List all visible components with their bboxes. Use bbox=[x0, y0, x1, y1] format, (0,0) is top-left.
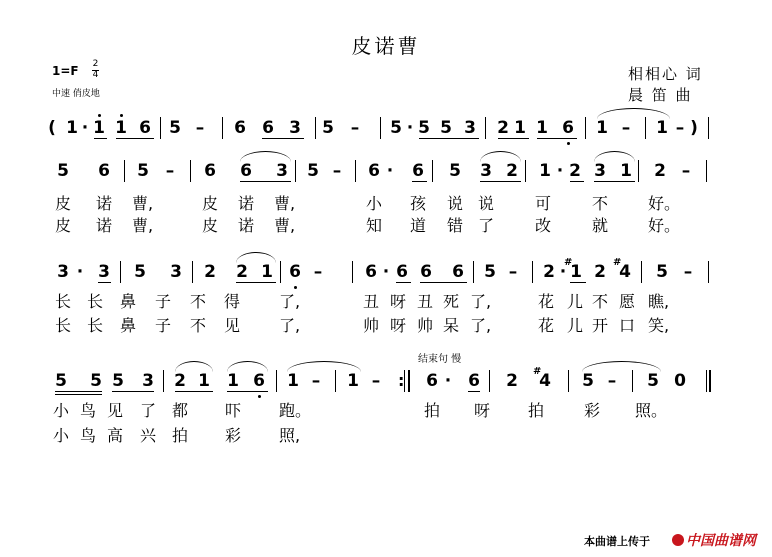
lyric-char: 皮 bbox=[55, 194, 72, 213]
note: 3 bbox=[594, 161, 606, 181]
lyric-char: 小 bbox=[53, 401, 70, 420]
note: 1 bbox=[596, 118, 608, 138]
note: 1 bbox=[347, 371, 359, 391]
beam-line bbox=[236, 282, 276, 283]
note: 6 bbox=[468, 371, 480, 391]
bar-line bbox=[473, 261, 474, 283]
note: – bbox=[165, 161, 175, 181]
lyric-char: 兴 bbox=[140, 426, 157, 445]
beam-line bbox=[468, 391, 480, 392]
slur bbox=[175, 361, 213, 372]
lyric-char: 呀 bbox=[390, 316, 407, 335]
note: 1 bbox=[514, 118, 526, 138]
note: 2 bbox=[204, 262, 216, 282]
note: 2 bbox=[594, 262, 606, 282]
bar-line bbox=[485, 117, 486, 139]
bar-line bbox=[190, 160, 191, 182]
note: 6 bbox=[204, 161, 216, 181]
note: – bbox=[350, 118, 360, 138]
note: 2 bbox=[654, 161, 666, 181]
note: 6 bbox=[139, 118, 151, 138]
note: 4 bbox=[619, 262, 631, 282]
note: 6 bbox=[368, 161, 380, 181]
lyric-char: 丑 bbox=[417, 292, 434, 311]
lyric-char: 鸟 bbox=[80, 426, 97, 445]
logo-text: 中国曲谱网 bbox=[686, 533, 756, 549]
note: 1 bbox=[115, 118, 127, 138]
note: 2 bbox=[543, 262, 555, 282]
bar-line bbox=[295, 160, 296, 182]
lyric-char: 诺 bbox=[96, 194, 113, 213]
beam-line bbox=[262, 138, 304, 139]
note: 6 bbox=[562, 118, 574, 138]
note: 5 bbox=[134, 262, 146, 282]
song-title: 皮诺曹 bbox=[351, 34, 421, 58]
note: – bbox=[607, 371, 617, 391]
bar-line bbox=[120, 261, 121, 283]
lyric-char: 彩 bbox=[584, 401, 601, 420]
lyric-char: 曹, bbox=[274, 194, 296, 213]
slur bbox=[236, 252, 276, 263]
note: 5 bbox=[390, 118, 402, 138]
lyric-char: 曹, bbox=[132, 216, 154, 235]
bar-line bbox=[432, 160, 433, 182]
bar-line bbox=[638, 160, 639, 182]
lyric-char: 长 bbox=[87, 292, 104, 311]
note: – bbox=[675, 118, 685, 138]
beam-line bbox=[112, 391, 154, 392]
lyric-char: 好。 bbox=[648, 216, 681, 235]
lyric-char: 不 bbox=[190, 316, 207, 335]
note: ) bbox=[690, 118, 698, 138]
lyric-char: 了, bbox=[279, 292, 301, 311]
beam-line bbox=[240, 181, 291, 182]
note: – bbox=[311, 371, 321, 391]
note: 2 bbox=[174, 371, 186, 391]
footer-text: 本曲谱上传于 bbox=[584, 535, 650, 548]
lyric-char: 知 bbox=[366, 216, 383, 235]
note: – bbox=[313, 262, 323, 282]
beam-line-double bbox=[55, 394, 102, 395]
sharp-sign: # bbox=[613, 257, 622, 268]
lyric-char: 了, bbox=[470, 292, 492, 311]
lyric-char: 见 bbox=[224, 316, 241, 335]
note: 6 bbox=[452, 262, 464, 282]
lyric-char: 曹, bbox=[274, 216, 296, 235]
note: 5 bbox=[57, 161, 69, 181]
beam-line bbox=[498, 138, 529, 139]
bar-line bbox=[489, 370, 490, 392]
note: 1 bbox=[93, 118, 105, 138]
note: 1 bbox=[539, 161, 551, 181]
bar-line bbox=[355, 160, 356, 182]
note: 6 bbox=[98, 161, 110, 181]
lyric-char: 孩 bbox=[410, 194, 427, 213]
beam-line bbox=[412, 181, 427, 182]
lyric-char: 照, bbox=[279, 426, 301, 445]
note: – bbox=[681, 161, 691, 181]
lyric-char: 高 bbox=[107, 426, 124, 445]
bar-line bbox=[708, 261, 709, 283]
slur bbox=[594, 151, 635, 162]
octave-dot-down bbox=[294, 286, 297, 289]
sharp-sign: # bbox=[564, 257, 573, 268]
lyric-char: 儿 bbox=[567, 292, 584, 311]
octave-dot-up bbox=[98, 114, 101, 117]
tempo-marking: 中速 俏皮地 bbox=[52, 89, 100, 99]
lyric-char: 长 bbox=[87, 316, 104, 335]
lyric-char: 好。 bbox=[648, 194, 681, 213]
note: · bbox=[76, 262, 84, 282]
lyric-char: 呀 bbox=[474, 401, 491, 420]
lyric-char: 小 bbox=[53, 426, 70, 445]
lyric-char: 道 bbox=[410, 216, 427, 235]
note: 6 bbox=[289, 262, 301, 282]
note: 1 bbox=[570, 262, 582, 282]
note: 1 bbox=[198, 371, 210, 391]
note: · bbox=[559, 262, 567, 282]
lyric-char: 了, bbox=[470, 316, 492, 335]
bar-line bbox=[276, 370, 277, 392]
lyric-char: 花 bbox=[538, 316, 555, 335]
lyricist-credit: 相相心 词 bbox=[628, 65, 703, 83]
lyric-char: 都 bbox=[172, 401, 189, 420]
note: 1 bbox=[227, 371, 239, 391]
lyric-char: 笑, bbox=[648, 316, 670, 335]
beam-line bbox=[537, 138, 577, 139]
note: 6 bbox=[396, 262, 408, 282]
note: 6 bbox=[420, 262, 432, 282]
note: 3 bbox=[276, 161, 288, 181]
note: 1 bbox=[261, 262, 273, 282]
note: 1 bbox=[66, 118, 78, 138]
lyric-char: 鼻 bbox=[120, 292, 137, 311]
note: 0 bbox=[674, 371, 686, 391]
composer-credit: 晨 笛 曲 bbox=[628, 86, 693, 104]
lyric-char: 皮 bbox=[55, 216, 72, 235]
lyric-char: 长 bbox=[55, 316, 72, 335]
lyric-char: 彩 bbox=[225, 426, 242, 445]
slur bbox=[240, 151, 291, 162]
lyric-char: 帅 bbox=[363, 316, 380, 335]
lyric-char: 得 bbox=[224, 292, 241, 311]
repeat-barline bbox=[404, 370, 410, 392]
note: 3 bbox=[98, 262, 110, 282]
lyric-char: 拍 bbox=[172, 426, 189, 445]
note: 5 bbox=[169, 118, 181, 138]
lyric-char: 小 bbox=[366, 194, 383, 213]
bar-line bbox=[532, 261, 533, 283]
lyric-char: 拍 bbox=[424, 401, 441, 420]
key-signature: 1=F bbox=[52, 64, 79, 78]
lyric-char: 曹, bbox=[132, 194, 154, 213]
lyric-char: 口 bbox=[619, 316, 636, 335]
beam-line bbox=[94, 138, 107, 139]
bar-line bbox=[222, 117, 223, 139]
octave-dot-up bbox=[120, 114, 123, 117]
note: 6 bbox=[234, 118, 246, 138]
bar-line bbox=[641, 261, 642, 283]
note: 5 bbox=[484, 262, 496, 282]
bar-line bbox=[380, 117, 381, 139]
beam-line bbox=[419, 138, 479, 139]
note: · bbox=[406, 118, 414, 138]
beam-line bbox=[420, 282, 467, 283]
note: 5 bbox=[137, 161, 149, 181]
bar-line bbox=[335, 370, 336, 392]
lyric-char: 说 bbox=[478, 194, 495, 213]
beam-line bbox=[175, 391, 213, 392]
note: ( bbox=[48, 118, 56, 138]
note: 5 bbox=[112, 371, 124, 391]
lyric-char: 可 bbox=[535, 194, 552, 213]
lyric-char: 鼻 bbox=[120, 316, 137, 335]
beam-line bbox=[570, 282, 586, 283]
lyric-char: 瞧, bbox=[648, 292, 670, 311]
bar-line bbox=[525, 160, 526, 182]
lyric-char: 死 bbox=[443, 292, 460, 311]
note: 6 bbox=[426, 371, 438, 391]
note: 2 bbox=[506, 161, 518, 181]
beam-line bbox=[98, 282, 111, 283]
lyric-char: 呆 bbox=[443, 316, 460, 335]
note: 1 bbox=[536, 118, 548, 138]
note: 5 bbox=[656, 262, 668, 282]
note: 5 bbox=[90, 371, 102, 391]
lyric-char: 错 bbox=[447, 216, 464, 235]
note: 2 bbox=[506, 371, 518, 391]
note: 1 bbox=[620, 161, 632, 181]
bar-line bbox=[568, 370, 569, 392]
final-barline bbox=[706, 370, 711, 392]
lyric-char: 了 bbox=[478, 216, 495, 235]
lyric-char: 说 bbox=[447, 194, 464, 213]
lyric-char: 诺 bbox=[96, 216, 113, 235]
lyric-char: 帅 bbox=[417, 316, 434, 335]
bar-line bbox=[315, 117, 316, 139]
lyric-char: 丑 bbox=[363, 292, 380, 311]
note: 5 bbox=[307, 161, 319, 181]
time-signature-top: 2 bbox=[92, 59, 99, 69]
lyric-char: 皮 bbox=[202, 216, 219, 235]
note: 5 bbox=[440, 118, 452, 138]
lyric-char: 呀 bbox=[390, 292, 407, 311]
note: 6 bbox=[365, 262, 377, 282]
logo-icon bbox=[672, 534, 684, 546]
octave-dot-down bbox=[258, 395, 261, 398]
note: 3 bbox=[142, 371, 154, 391]
slur bbox=[597, 108, 670, 119]
lyric-char: 不 bbox=[190, 292, 207, 311]
note: 6 bbox=[253, 371, 265, 391]
lyric-char: 子 bbox=[155, 316, 172, 335]
note: 3 bbox=[464, 118, 476, 138]
bar-line bbox=[645, 117, 646, 139]
time-signature-bottom: 4 bbox=[92, 70, 99, 80]
slur bbox=[582, 361, 661, 372]
lyric-char: 皮 bbox=[202, 194, 219, 213]
bar-line bbox=[585, 117, 586, 139]
lyric-char: 诺 bbox=[238, 216, 255, 235]
note: – bbox=[195, 118, 205, 138]
note: · bbox=[556, 161, 564, 181]
beam-line bbox=[594, 181, 635, 182]
site-logo bbox=[672, 530, 756, 550]
note: · bbox=[444, 371, 452, 391]
lyric-char: 儿 bbox=[567, 316, 584, 335]
bar-line bbox=[163, 370, 164, 392]
note: 1 bbox=[656, 118, 668, 138]
note: 6 bbox=[412, 161, 424, 181]
lyric-char: 改 bbox=[535, 216, 552, 235]
bar-line bbox=[280, 261, 281, 283]
lyric-char: 吓 bbox=[225, 401, 242, 420]
lyric-char: 诺 bbox=[238, 194, 255, 213]
note: 3 bbox=[170, 262, 182, 282]
note: · bbox=[382, 262, 390, 282]
note: 5 bbox=[55, 371, 67, 391]
slur bbox=[287, 361, 361, 372]
lyric-char: 了, bbox=[279, 316, 301, 335]
note: 5 bbox=[582, 371, 594, 391]
note: 5 bbox=[647, 371, 659, 391]
note: – bbox=[621, 118, 631, 138]
lyric-char: 见 bbox=[107, 401, 124, 420]
lyric-char: 就 bbox=[592, 216, 609, 235]
time-signature bbox=[92, 60, 99, 80]
note: – bbox=[683, 262, 693, 282]
lyric-char: 花 bbox=[538, 292, 555, 311]
slur bbox=[480, 151, 521, 162]
note: – bbox=[332, 161, 342, 181]
note: 5 bbox=[449, 161, 461, 181]
lyric-char: 不 bbox=[592, 292, 609, 311]
note: 6 bbox=[262, 118, 274, 138]
note: · bbox=[81, 118, 89, 138]
note: 2 bbox=[569, 161, 581, 181]
bar-line bbox=[160, 117, 161, 139]
sharp-sign: # bbox=[533, 366, 542, 377]
repeat-sign: : bbox=[398, 371, 405, 390]
lyric-char: 照。 bbox=[635, 401, 668, 420]
note: 3 bbox=[57, 262, 69, 282]
bar-line bbox=[124, 160, 125, 182]
note: 2 bbox=[497, 118, 509, 138]
beam-line bbox=[55, 391, 102, 392]
bar-line bbox=[632, 370, 633, 392]
note: 5 bbox=[322, 118, 334, 138]
beam-line bbox=[570, 181, 584, 182]
note: 4 bbox=[539, 371, 551, 391]
lyric-char: 开 bbox=[592, 316, 609, 335]
beam-line bbox=[396, 282, 411, 283]
bar-line bbox=[352, 261, 353, 283]
lyric-char: 鸟 bbox=[80, 401, 97, 420]
note: – bbox=[371, 371, 381, 391]
note: 3 bbox=[480, 161, 492, 181]
bar-line bbox=[708, 117, 709, 139]
note: 5 bbox=[418, 118, 430, 138]
octave-dot-down bbox=[567, 142, 570, 145]
lyric-char: 长 bbox=[55, 292, 72, 311]
lyric-char: 愿 bbox=[619, 292, 636, 311]
slur bbox=[227, 361, 268, 372]
note: 6 bbox=[240, 161, 252, 181]
beam-line bbox=[116, 138, 154, 139]
note: – bbox=[508, 262, 518, 282]
beam-line bbox=[480, 181, 521, 182]
note: · bbox=[386, 161, 394, 181]
lyric-char: 跑。 bbox=[279, 401, 312, 420]
lyric-char: 不 bbox=[592, 194, 609, 213]
lyric-char: 拍 bbox=[528, 401, 545, 420]
bar-line bbox=[706, 160, 707, 182]
note: 2 bbox=[236, 262, 248, 282]
bar-line bbox=[192, 261, 193, 283]
note: 1 bbox=[287, 371, 299, 391]
lyric-char: 了 bbox=[140, 401, 157, 420]
note: 3 bbox=[289, 118, 301, 138]
coda-marking: 结束句 慢 bbox=[418, 354, 462, 365]
beam-line bbox=[227, 391, 268, 392]
lyric-char: 子 bbox=[155, 292, 172, 311]
